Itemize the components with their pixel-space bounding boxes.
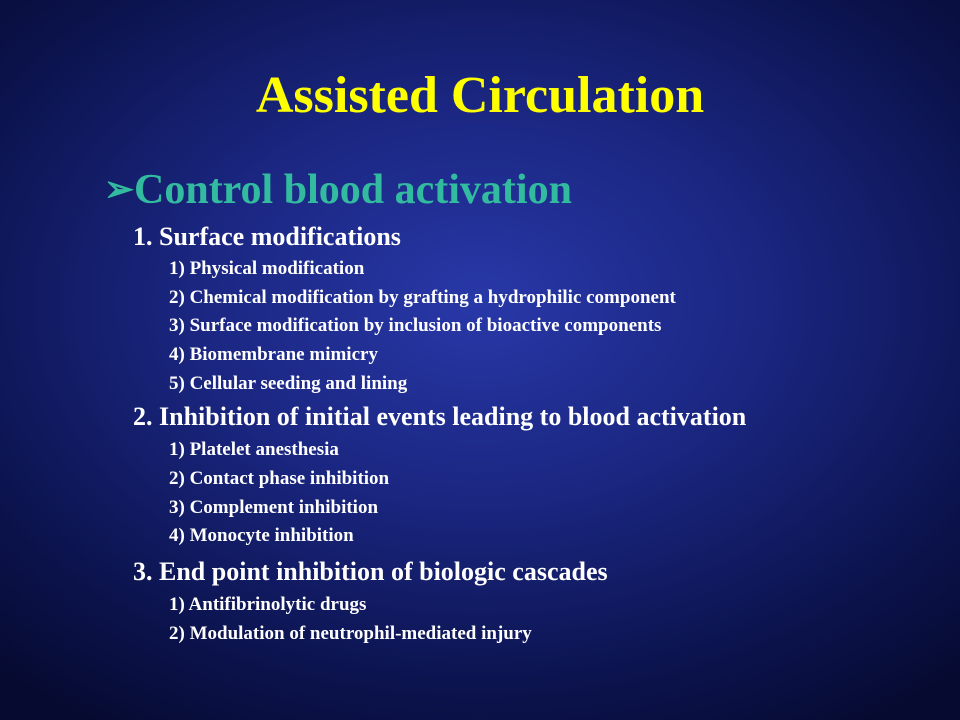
list-item: 4) Biomembrane mimicry	[169, 344, 378, 365]
list-item: 5) Cellular seeding and lining	[169, 373, 408, 394]
list-item: 2) Chemical modification by grafting a hydrophilic component	[169, 287, 676, 308]
list-item: 2) Contact phase inhibition	[169, 468, 390, 489]
list-item: 3) Surface modification by inclusion of bioactive components	[169, 315, 662, 336]
main-bullet-text: Control blood activation	[134, 167, 572, 213]
list-item: 2) Modulation of neutrophil-mediated injury	[169, 623, 532, 644]
slide-title: Assisted Circulation	[255, 67, 705, 124]
list-item: 1) Physical modification	[169, 258, 365, 279]
main-bullet	[104, 163, 572, 216]
list-item: 1) Antifibrinolytic drugs	[169, 594, 367, 615]
list-item: 3) Complement inhibition	[169, 497, 379, 518]
list-item: 1) Platelet anesthesia	[169, 439, 339, 460]
arrow-bullet-icon: ➢	[104, 169, 135, 209]
section-heading: 2. Inhibition of initial events leading to blood activation	[133, 402, 747, 431]
section-heading: 3. End point inhibition of biologic cascades	[133, 557, 608, 586]
list-item: 4) Monocyte inhibition	[169, 525, 354, 546]
section-heading: 1. Surface modifications	[133, 222, 401, 251]
